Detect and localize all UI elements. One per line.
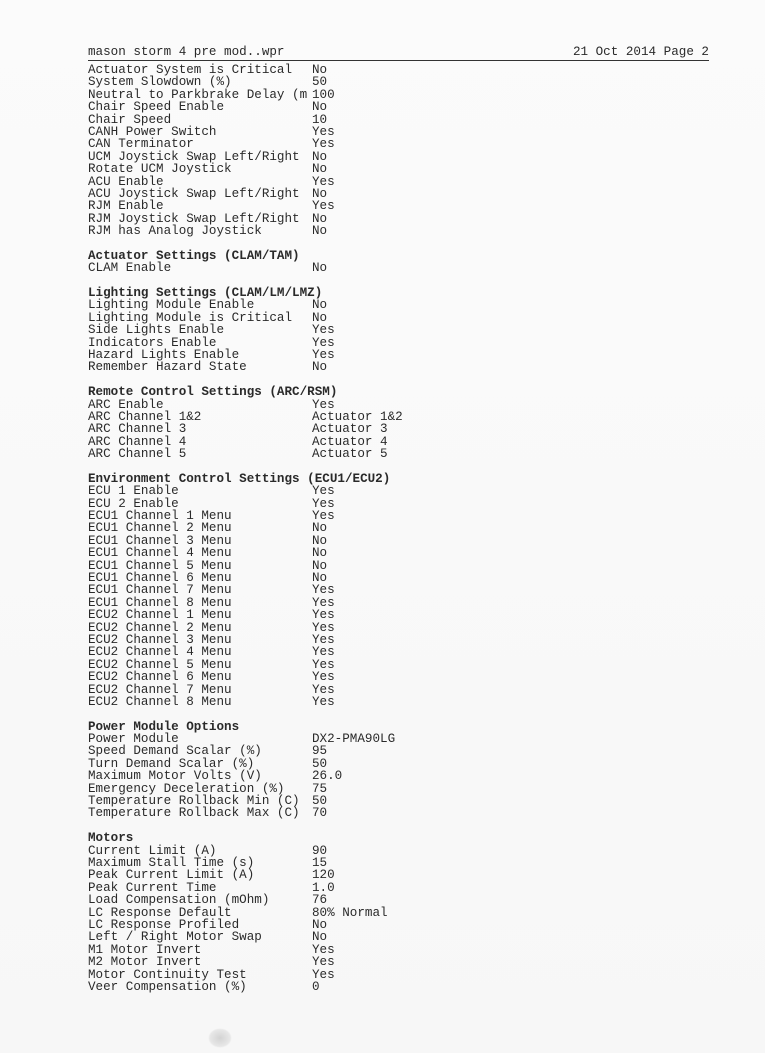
- settings-section: [88, 832, 390, 993]
- setting-value: Actuator 5: [312, 447, 388, 462]
- setting-row: [88, 696, 390, 708]
- setting-name: ARC Channel 1&2: [88, 409, 202, 424]
- page-header: [88, 45, 709, 61]
- section-heading: Lighting Settings (CLAM/LM/LMZ): [88, 286, 323, 301]
- settings-section: [88, 473, 390, 708]
- setting-name: ARC Channel 4: [88, 434, 187, 449]
- setting-name: ECU2 Channel 2 Menu: [88, 620, 232, 635]
- setting-name: ECU 2 Enable: [88, 496, 179, 511]
- setting-value: No: [312, 298, 328, 313]
- setting-value: No: [312, 100, 328, 115]
- setting-value: 50: [312, 75, 328, 90]
- setting-value: Yes: [312, 955, 335, 970]
- setting-name: ECU2 Channel 8 Menu: [88, 694, 232, 709]
- setting-name: ACU Joystick Swap Left/Right: [88, 186, 300, 201]
- setting-name: ECU1 Channel 5 Menu: [88, 558, 232, 573]
- section-heading: Actuator Settings (CLAM/TAM): [88, 248, 300, 263]
- setting-value: 76: [312, 893, 328, 908]
- settings-section: [88, 287, 390, 374]
- setting-name: ECU1 Channel 4 Menu: [88, 546, 232, 561]
- setting-name: RJM Enable: [88, 199, 164, 214]
- setting-name: ECU2 Channel 1 Menu: [88, 608, 232, 623]
- setting-name: Speed Demand Scalar (%): [88, 744, 262, 759]
- setting-row: [88, 807, 390, 819]
- setting-value: No: [312, 63, 328, 77]
- setting-name: Current Limit (A): [88, 843, 217, 858]
- setting-value: 0: [312, 979, 320, 994]
- setting-value: No: [312, 558, 328, 573]
- setting-name: ECU2 Channel 4 Menu: [88, 645, 232, 660]
- settings-section: [88, 64, 390, 237]
- setting-row: [88, 448, 390, 460]
- setting-value: No: [312, 930, 328, 945]
- setting-value: 1.0: [312, 880, 335, 895]
- setting-row: [88, 225, 390, 237]
- settings-section: [88, 250, 390, 275]
- setting-value: 10: [312, 112, 328, 127]
- settings-section: [88, 719, 396, 821]
- setting-name: ECU1 Channel 8 Menu: [88, 595, 232, 610]
- setting-value: No: [312, 162, 328, 177]
- setting-name: CANH Power Switch: [88, 124, 217, 139]
- setting-name: Peak Current Limit (A): [88, 868, 255, 883]
- setting-value: 15: [312, 856, 328, 870]
- setting-value: Yes: [312, 484, 335, 499]
- setting-value: Yes: [312, 942, 335, 957]
- file-name: mason storm 4 pre mod..wpr: [88, 45, 285, 59]
- setting-value: Yes: [312, 509, 335, 524]
- setting-name: Rotate UCM Joystick: [88, 162, 232, 177]
- setting-name: Turn Demand Scalar (%): [88, 756, 255, 771]
- setting-value: No: [312, 360, 328, 375]
- setting-name: System Slowdown (%): [88, 75, 232, 90]
- setting-value: Yes: [312, 174, 335, 189]
- setting-name: UCM Joystick Swap Left/Right: [88, 149, 300, 164]
- setting-value: Actuator 4: [312, 434, 388, 449]
- setting-value: No: [312, 533, 328, 548]
- setting-value: Yes: [312, 632, 335, 647]
- section-heading: Power Module Options: [88, 719, 240, 734]
- setting-value: Yes: [312, 645, 335, 660]
- setting-value: 95: [312, 744, 328, 759]
- setting-name: Hazard Lights Enable: [88, 347, 240, 362]
- setting-name: Indicators Enable: [88, 335, 217, 350]
- setting-name: Chair Speed Enable: [88, 100, 225, 115]
- setting-name: Remember Hazard State: [88, 360, 247, 375]
- setting-name: ECU2 Channel 5 Menu: [88, 657, 232, 672]
- setting-value: 90: [312, 843, 328, 858]
- setting-name: Actuator System is Critical: [88, 63, 293, 77]
- setting-name: ECU 1 Enable: [88, 484, 179, 499]
- setting-value: No: [312, 546, 328, 561]
- setting-value: Actuator 1&2: [312, 409, 403, 424]
- setting-value: No: [312, 521, 328, 536]
- setting-name: ECU1 Channel 6 Menu: [88, 571, 232, 586]
- setting-name: ECU1 Channel 2 Menu: [88, 521, 232, 536]
- setting-value: 50: [312, 756, 328, 771]
- setting-value: Yes: [312, 657, 335, 672]
- setting-value: Yes: [312, 967, 335, 982]
- setting-name: ARC Channel 5: [88, 447, 187, 462]
- setting-value: 75: [312, 781, 328, 796]
- setting-name: ECU1 Channel 3 Menu: [88, 533, 232, 548]
- setting-row: [88, 361, 390, 373]
- setting-name: Veer Compensation (%): [88, 979, 247, 994]
- setting-name: Lighting Module is Critical: [88, 310, 293, 325]
- setting-value: Yes: [312, 595, 335, 610]
- setting-name: Load Compensation (mOhm): [88, 893, 270, 908]
- setting-name: Temperature Rollback Min (C): [88, 794, 300, 809]
- settings-list: [88, 63, 403, 1006]
- setting-value: Yes: [312, 347, 335, 362]
- setting-name: RJM Joystick Swap Left/Right: [88, 211, 300, 226]
- setting-value: Yes: [312, 682, 335, 697]
- setting-name: Motor Continuity Test: [88, 967, 247, 982]
- setting-value: Actuator 3: [312, 422, 388, 437]
- setting-value: Yes: [312, 608, 335, 623]
- setting-value: No: [312, 224, 328, 239]
- setting-name: LC Response Default: [88, 905, 232, 920]
- setting-value: 50: [312, 794, 328, 809]
- setting-value: 26.0: [312, 769, 343, 784]
- setting-name: ECU2 Channel 6 Menu: [88, 670, 232, 685]
- setting-value: No: [312, 571, 328, 586]
- setting-value: Yes: [312, 620, 335, 635]
- setting-name: ECU1 Channel 1 Menu: [88, 509, 232, 524]
- setting-value: Yes: [312, 199, 335, 214]
- setting-value: 100: [312, 87, 335, 102]
- setting-name: LC Response Profiled: [88, 917, 240, 932]
- setting-value: Yes: [312, 335, 335, 350]
- setting-name: Temperature Rollback Max (C): [88, 806, 300, 821]
- setting-name: RJM has Analog Joystick: [88, 224, 262, 239]
- setting-value: Yes: [312, 694, 335, 709]
- setting-value: 80% Normal: [312, 905, 388, 920]
- setting-name: M2 Motor Invert: [88, 955, 202, 970]
- setting-name: ECU2 Channel 7 Menu: [88, 682, 232, 697]
- setting-value: 120: [312, 868, 335, 883]
- setting-value: No: [312, 149, 328, 164]
- section-heading: Environment Control Settings (ECU1/ECU2): [88, 471, 391, 486]
- setting-name: CLAM Enable: [88, 261, 172, 276]
- setting-name: Maximum Motor Volts (V): [88, 769, 262, 784]
- setting-name: Maximum Stall Time (s): [88, 856, 255, 870]
- setting-name: Peak Current Time: [88, 880, 217, 895]
- setting-value: Yes: [312, 397, 335, 412]
- setting-value: No: [312, 261, 328, 276]
- setting-value: No: [312, 211, 328, 226]
- setting-value: Yes: [312, 323, 335, 338]
- section-heading: Motors: [88, 831, 134, 846]
- setting-row: [88, 262, 390, 274]
- setting-value: Yes: [312, 496, 335, 511]
- date-page: 21 Oct 2014 Page 2: [572, 45, 709, 59]
- setting-value: No: [312, 917, 328, 932]
- setting-name: Chair Speed: [88, 112, 172, 127]
- setting-row: [88, 981, 390, 993]
- section-heading: Remote Control Settings (ARC/RSM): [88, 385, 338, 400]
- setting-name: Emergency Deceleration (%): [88, 781, 285, 796]
- setting-name: Side Lights Enable: [88, 323, 225, 338]
- setting-value: Yes: [312, 670, 335, 685]
- setting-value: 70: [312, 806, 328, 821]
- setting-name: Left / Right Motor Swap: [88, 930, 262, 945]
- setting-value: No: [312, 310, 328, 325]
- setting-value: Yes: [312, 137, 335, 152]
- setting-name: ARC Channel 3: [88, 422, 187, 437]
- setting-name: ECU1 Channel 7 Menu: [88, 583, 232, 598]
- setting-name: CAN Terminator: [88, 137, 194, 152]
- setting-name: Lighting Module Enable: [88, 298, 255, 313]
- setting-name: ECU2 Channel 3 Menu: [88, 632, 232, 647]
- settings-section: [88, 385, 403, 462]
- scan-smudge: [208, 1028, 232, 1048]
- setting-name: ARC Enable: [88, 397, 164, 412]
- setting-name: ACU Enable: [88, 174, 164, 189]
- setting-value: No: [312, 186, 328, 201]
- setting-value: Yes: [312, 583, 335, 598]
- setting-value: DX2-PMA90LG: [312, 732, 396, 747]
- setting-name: Power Module: [88, 732, 179, 747]
- setting-name: Neutral to Parkbrake Delay (m: [88, 87, 308, 102]
- setting-value: Yes: [312, 124, 335, 139]
- setting-name: M1 Motor Invert: [88, 942, 202, 957]
